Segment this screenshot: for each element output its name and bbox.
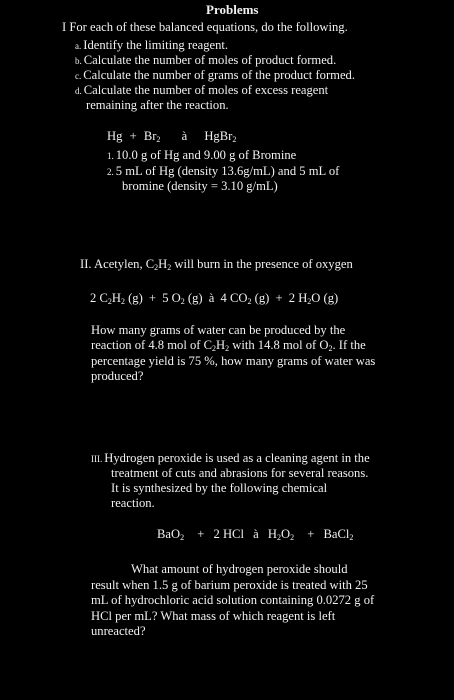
equation-2-term: 2 $C_2H_2$ (g) (90, 291, 143, 306)
reaction-arrow: à (181, 129, 188, 143)
text: H (158, 257, 168, 271)
plus-sign: + (307, 527, 315, 541)
problem-1-number: I (62, 20, 67, 34)
reactant-bao2: BaO (157, 527, 181, 541)
text: . If the (332, 338, 366, 352)
product-hgbr: HgBr (204, 129, 233, 143)
equation-2-term: 4 $CO_2$ (g) (220, 291, 270, 306)
problem-2-intro (80, 256, 353, 272)
reaction-arrow: à (208, 291, 215, 305)
list-marker: c. (75, 71, 82, 81)
problem-3-line: treatment of cuts and abrasions for several reasons. (111, 466, 369, 480)
subscript: 2 (212, 344, 217, 353)
plus-sign: + (148, 291, 157, 305)
subscript: 2 (156, 135, 161, 144)
subscript: 2 (232, 135, 237, 144)
equation-2-term: 5 $O_2$ (g) (162, 291, 203, 306)
equation-3 (157, 526, 353, 542)
case-item (107, 147, 296, 164)
question-line (91, 337, 366, 353)
case-continuation: bromine (density = 3.10 g/mL) (122, 179, 278, 193)
product-h: H (267, 527, 277, 541)
list-item-text: Calculate the number of grams of the product formed. (83, 68, 355, 82)
equation-2 (90, 290, 338, 306)
question-line: mL of hydrochloric acid solution containing 0.0272 g of (91, 593, 375, 607)
list-item-text: Identify the limiting reagent. (83, 38, 229, 52)
list-item-text: Calculate the number of moles of excess reagent (83, 83, 329, 97)
list-marker: b. (75, 56, 82, 66)
text: reaction of 4.8 mol of C (91, 338, 213, 352)
list-marker: a. (75, 41, 82, 51)
reactant-br2 (144, 129, 161, 143)
case-marker: 1. (107, 151, 114, 161)
plus-sign: + (129, 129, 137, 143)
reactant-hg: Hg (107, 129, 123, 143)
problem-3-number: III. (91, 454, 103, 464)
list-item-continuation: remaining after the reaction. (86, 98, 229, 112)
question-line: produced? (91, 369, 144, 383)
subscript: 2 (276, 533, 281, 542)
text: Hydrogen peroxide is used as a cleaning agent in the (104, 451, 370, 465)
problem-3-line: reaction. (111, 496, 155, 510)
question-line: How many grams of water can be produced by the (91, 323, 346, 337)
question-line: HCl per mL? What mass of which reagent is left (91, 609, 336, 623)
question-line: percentage yield is 75 %, how many grams of water was (91, 354, 376, 368)
text: with 14.8 mol of O (229, 338, 329, 352)
list-item-text: Calculate the number of moles of product formed. (83, 53, 337, 67)
question-line: What amount of hydrogen peroxide should (131, 562, 348, 576)
subscript: 2 (225, 344, 230, 353)
subscript: 2 (180, 533, 185, 542)
subscript: 2 (167, 263, 172, 272)
text: H (216, 338, 226, 352)
product-bacl2: BaCl (323, 527, 350, 541)
plus-sign: + (275, 291, 283, 305)
subscript: 2 (328, 344, 333, 353)
subscript: 2 (154, 263, 159, 272)
case-text: 5 mL of Hg (density 13.6g/mL) and 5 mL of (115, 164, 340, 178)
product-hgbr2 (204, 129, 236, 143)
problem-3-line: It is synthesized by the following chemical (111, 481, 328, 495)
text: will burn in the presence of oxygen (171, 257, 353, 271)
text: Acetylen, C (94, 257, 155, 271)
case-marker: 2. (107, 167, 114, 177)
equation-1 (107, 128, 236, 144)
problem-1-intro (62, 19, 348, 35)
reactant-hcl: 2 HCl (213, 527, 244, 541)
problem-1-intro-text: For each of these balanced equations, do the following. (69, 20, 348, 34)
equation-2-term: 2 $H_2O$ (g) (288, 291, 339, 306)
plus-sign: + (197, 527, 205, 541)
case-text: 10.0 g of Hg and 9.00 g of Bromine (115, 148, 297, 162)
subscript: 2 (290, 533, 295, 542)
reactant-br: Br (143, 129, 157, 143)
subscript: 2 (349, 533, 354, 542)
product-o: O (280, 527, 291, 541)
problem-2-number: II. (80, 257, 92, 271)
list-marker: d. (75, 86, 82, 96)
question-line: result when 1.5 g of barium peroxide is treated with 25 (91, 578, 368, 592)
question-line: unreacted? (91, 624, 146, 638)
reaction-arrow: à (253, 527, 259, 541)
page-title: Problems (206, 2, 259, 17)
